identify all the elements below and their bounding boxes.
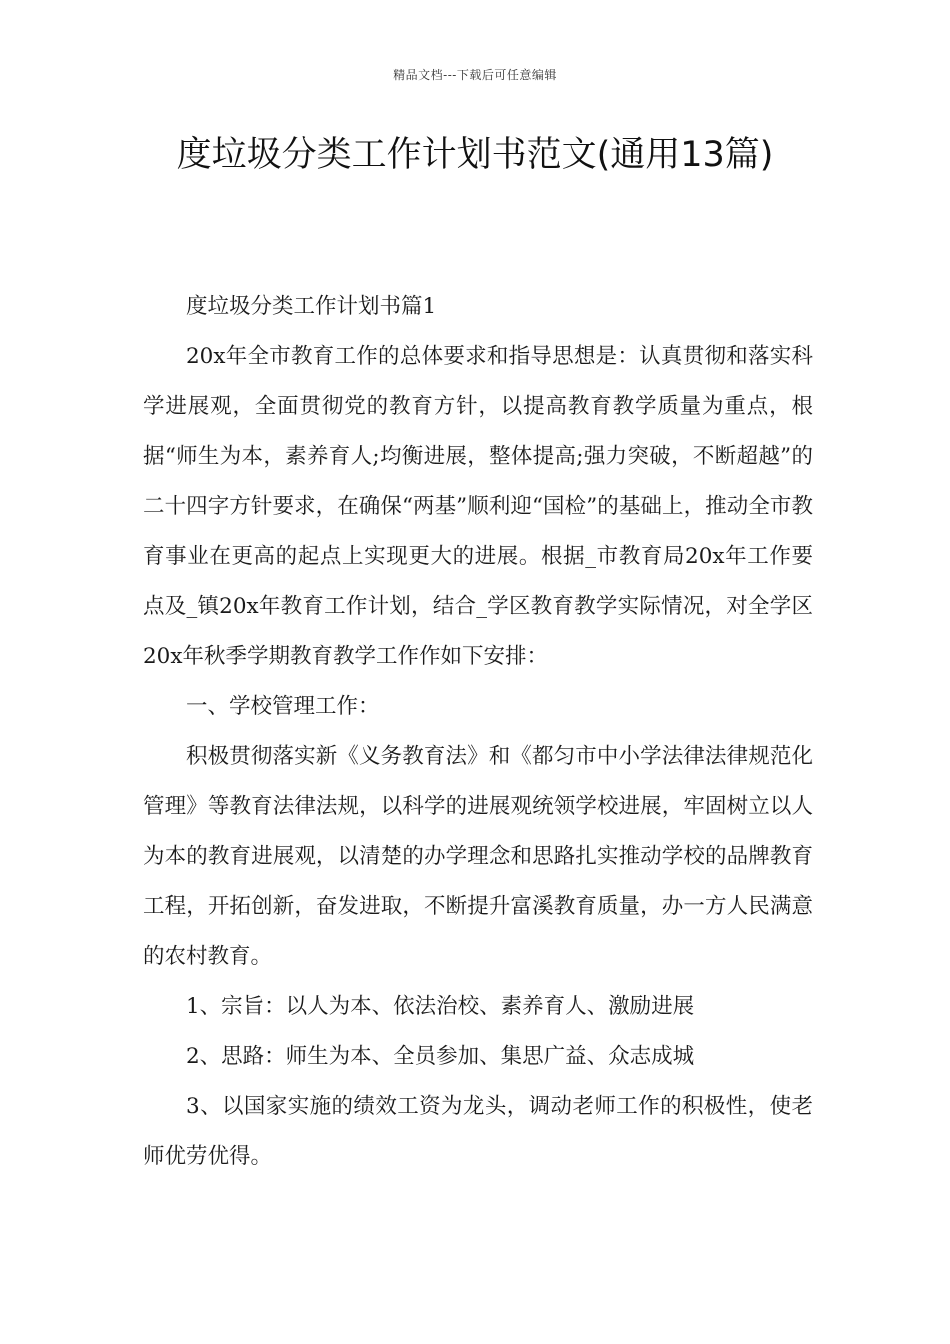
body-paragraph: 积极贯彻落实新《义务教育法》和《都匀市中小学法律法律规范化管理》等教育法律法规，以科学的进展观统领学校进展，牢固树立以人为本的教育进展观，以清楚的办学理念和思路扎实推动学校的品牌教育工程，开拓创新，奋发进取，不断提升富溪教育质量，办一方人民满意的农村教育。 <box>143 744 813 969</box>
list-item: 1、宗旨：以人为本、依法治校、素养育人、激励进展 <box>186 994 695 1019</box>
section-heading: 一、学校管理工作： <box>186 694 380 719</box>
document-body <box>143 282 813 1182</box>
header-watermark: 精品文档---下载后可任意编辑 <box>393 68 557 82</box>
section-heading: 度垃圾分类工作计划书篇1 <box>186 294 437 319</box>
body-paragraph: 20x年全市教育工作的总体要求和指导思想是：认真贯彻和落实科学进展观，全面贯彻党的教育方针，以提高教育教学质量为重点，根据“师生为本，素养育人;均衡进展，整体提高;强力突破，不断超越”的二十四字方针要求，在确保“两基”顺利迎“国检”的基础上，推动全市教育事业在更高的起点上实现更大的进展。根据_市教育局20x年工作要点及_镇20x年教育工作计划，结合_学区教育教学实际情况，对全学区20x年秋季学期教育教学工作作如下安排： <box>143 344 813 669</box>
list-item: 3、以国家实施的绩效工资为龙头，调动老师工作的积极性，使老师优劳优得。 <box>143 1094 813 1169</box>
list-item: 2、思路：师生为本、全员参加、集思广益、众志成城 <box>186 1044 695 1069</box>
document-title: 度垃圾分类工作计划书范文(通用13篇) <box>176 135 774 175</box>
